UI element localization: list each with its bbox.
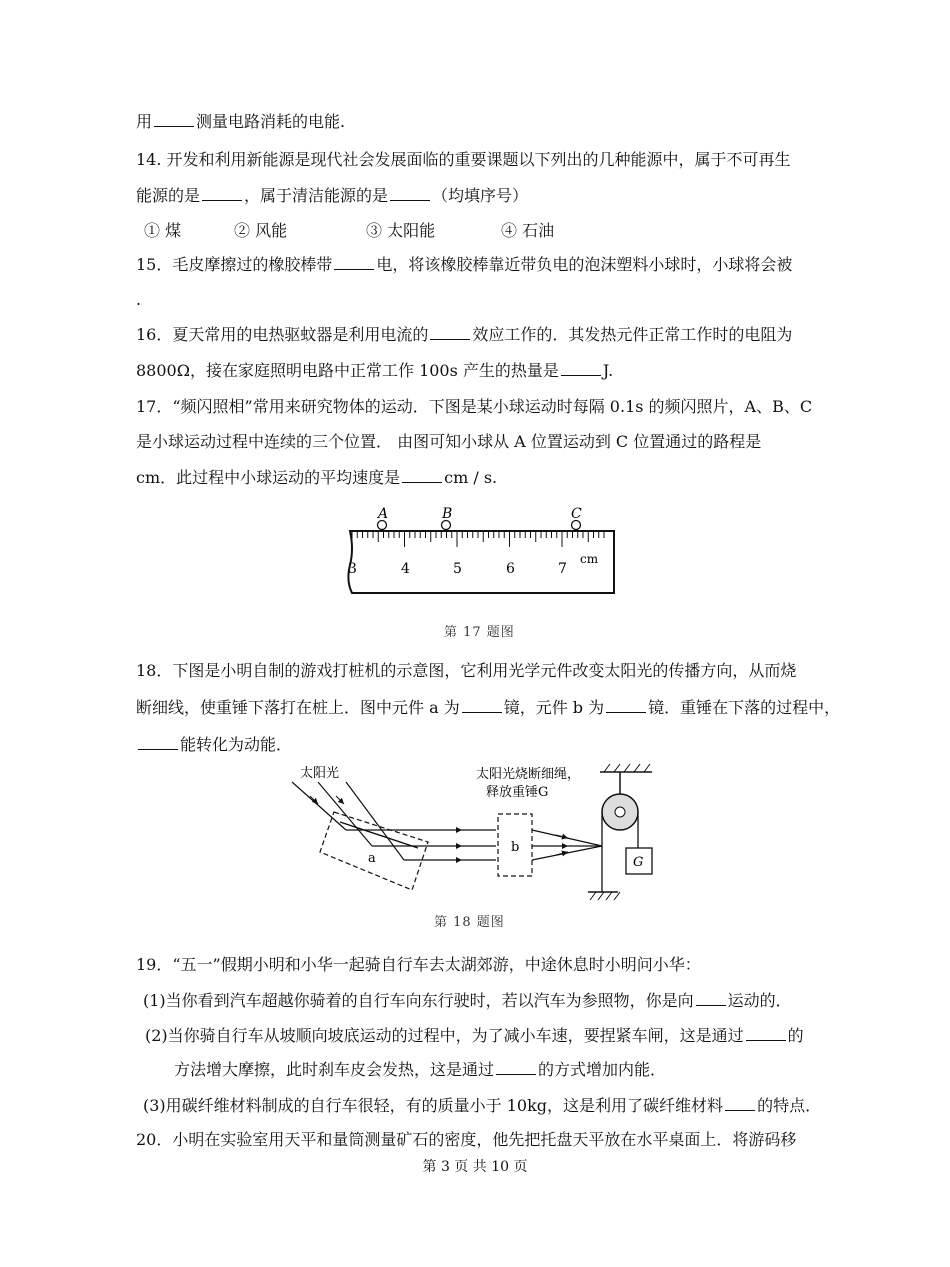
answer-blank[interactable] <box>334 255 374 270</box>
answer-blank[interactable] <box>154 112 194 127</box>
option-4: ④ 石油 <box>501 221 555 240</box>
q18-line1: 18．下图是小明自制的游戏打桩机的示意图，它利用光学元件改变太阳光的传播方向，从而烧 <box>136 661 797 680</box>
answer-blank[interactable] <box>402 468 442 483</box>
note-line2: 释放重锤G <box>486 785 549 800</box>
figure17-caption: 第 17 题图 <box>444 625 515 640</box>
q19-sub2: (2)当你骑自行车从坡顺向坡底运动的过程中，为了减小车速，要捏紧车闸，这是通过 的 <box>145 1026 804 1045</box>
note-line1: 太阳光烧断细绳， <box>476 767 581 782</box>
answer-blank[interactable] <box>606 698 646 713</box>
option-2: ② 风能 <box>234 221 288 240</box>
label-a: A <box>378 506 389 522</box>
answer-blank[interactable] <box>725 1096 755 1111</box>
q19-sub3: (3)用碳纤维材料制成的自行车很轻，有的质量小于 10kg，这是利用了碳纤维材料 的特点． <box>143 1096 822 1115</box>
answer-blank[interactable] <box>138 735 178 750</box>
answer-blank[interactable] <box>202 186 242 201</box>
q18-line3: 能转化为动能． <box>136 735 292 755</box>
answer-blank[interactable] <box>561 361 601 376</box>
tick-5: 5 <box>453 561 462 577</box>
answer-blank[interactable] <box>430 325 470 340</box>
q19-sub2-cont: 方法增大摩擦，此时刹车皮会发热，这是通过 的方式增加内能． <box>174 1060 667 1079</box>
unit-label: cm <box>580 552 599 566</box>
answer-blank[interactable] <box>746 1026 786 1041</box>
answer-blank[interactable] <box>496 1060 536 1075</box>
q20-line1: 20．小明在实验室用天平和量筒测量矿石的密度，他先把托盘天平放在水平桌面上．将游码移 <box>136 1130 797 1149</box>
q16-line1: 16．夏天常用的电热驱蚊器是利用电流的 效应工作的．其发热元件正常工作时的电阻为 <box>136 325 793 344</box>
figure18-caption: 第 18 题图 <box>434 915 505 930</box>
ray-3 <box>346 782 404 860</box>
q17-line2: 是小球运动过程中连续的三个位置． 由图可知小球从 A 位置运动到 C 位置通过的路程是 <box>136 432 762 451</box>
q16-line2: 8800Ω，接在家庭照明电路中正常工作 100s 产生的热量是 J. <box>136 361 614 380</box>
ruler-body <box>348 531 614 593</box>
answer-blank[interactable] <box>390 186 430 201</box>
ruler-figure <box>340 503 630 603</box>
label-g: G <box>633 855 644 870</box>
q15-line2: . <box>136 290 142 309</box>
q13-tail: 用 测量电路消耗的电能. <box>136 112 346 131</box>
option-1: ① 煤 <box>144 221 182 240</box>
tick-7: 7 <box>558 561 567 577</box>
q14-line2: 能源的是 ，属于清洁能源的是 （均填序号） <box>136 186 529 205</box>
label-b: B <box>442 506 453 522</box>
sunlight-label: 太阳光 <box>300 766 340 781</box>
q17-line1: 17．“频闪照相”常用来研究物体的运动．下图是某小球运动时每隔 0.1s 的频闪照片，A、B、C <box>136 397 813 416</box>
label-a: a <box>368 851 376 866</box>
q17-line3: cm．此过程中小球运动的平均速度是 cm / s. <box>136 468 498 487</box>
q19-line1: 19．“五一”假期小明和小华一起骑自行车去太湖郊游，中途休息时小明问小华： <box>136 955 701 974</box>
label-c: C <box>571 506 582 522</box>
q15-line1: 15．毛皮摩擦过的橡胶棒带 电，将该橡胶棒靠近带负电的泡沫塑料小球时，小球将会被 <box>136 255 793 274</box>
tick-6: 6 <box>506 561 515 577</box>
answer-blank[interactable] <box>462 698 502 713</box>
q18-line2: 断细线，使重锤下落打在桩上．图中元件 a 为 镜，元件 b 为 镜．重锤在下落的过程中， <box>136 698 841 717</box>
page-footer: 第 3 页 共 10 页 <box>422 1159 528 1175</box>
q14-options <box>144 221 554 241</box>
option-3: ③ 太阳能 <box>366 221 436 240</box>
ray-2 <box>318 782 372 846</box>
tick-3: 3 <box>348 561 357 577</box>
q14-line1: 14. 开发和利用新能源是现代社会发展面临的重要课题以下列出的几种能源中，属于不可再生 <box>136 150 791 169</box>
tick-4: 4 <box>401 561 410 577</box>
label-b: b <box>511 840 520 855</box>
q19-sub1: (1)当你看到汽车超越你骑着的自行车向东行驶时，若以汽车为参照物，你是向 运动的． <box>143 991 792 1010</box>
answer-blank[interactable] <box>696 991 726 1006</box>
pile-driver-figure <box>280 762 680 912</box>
